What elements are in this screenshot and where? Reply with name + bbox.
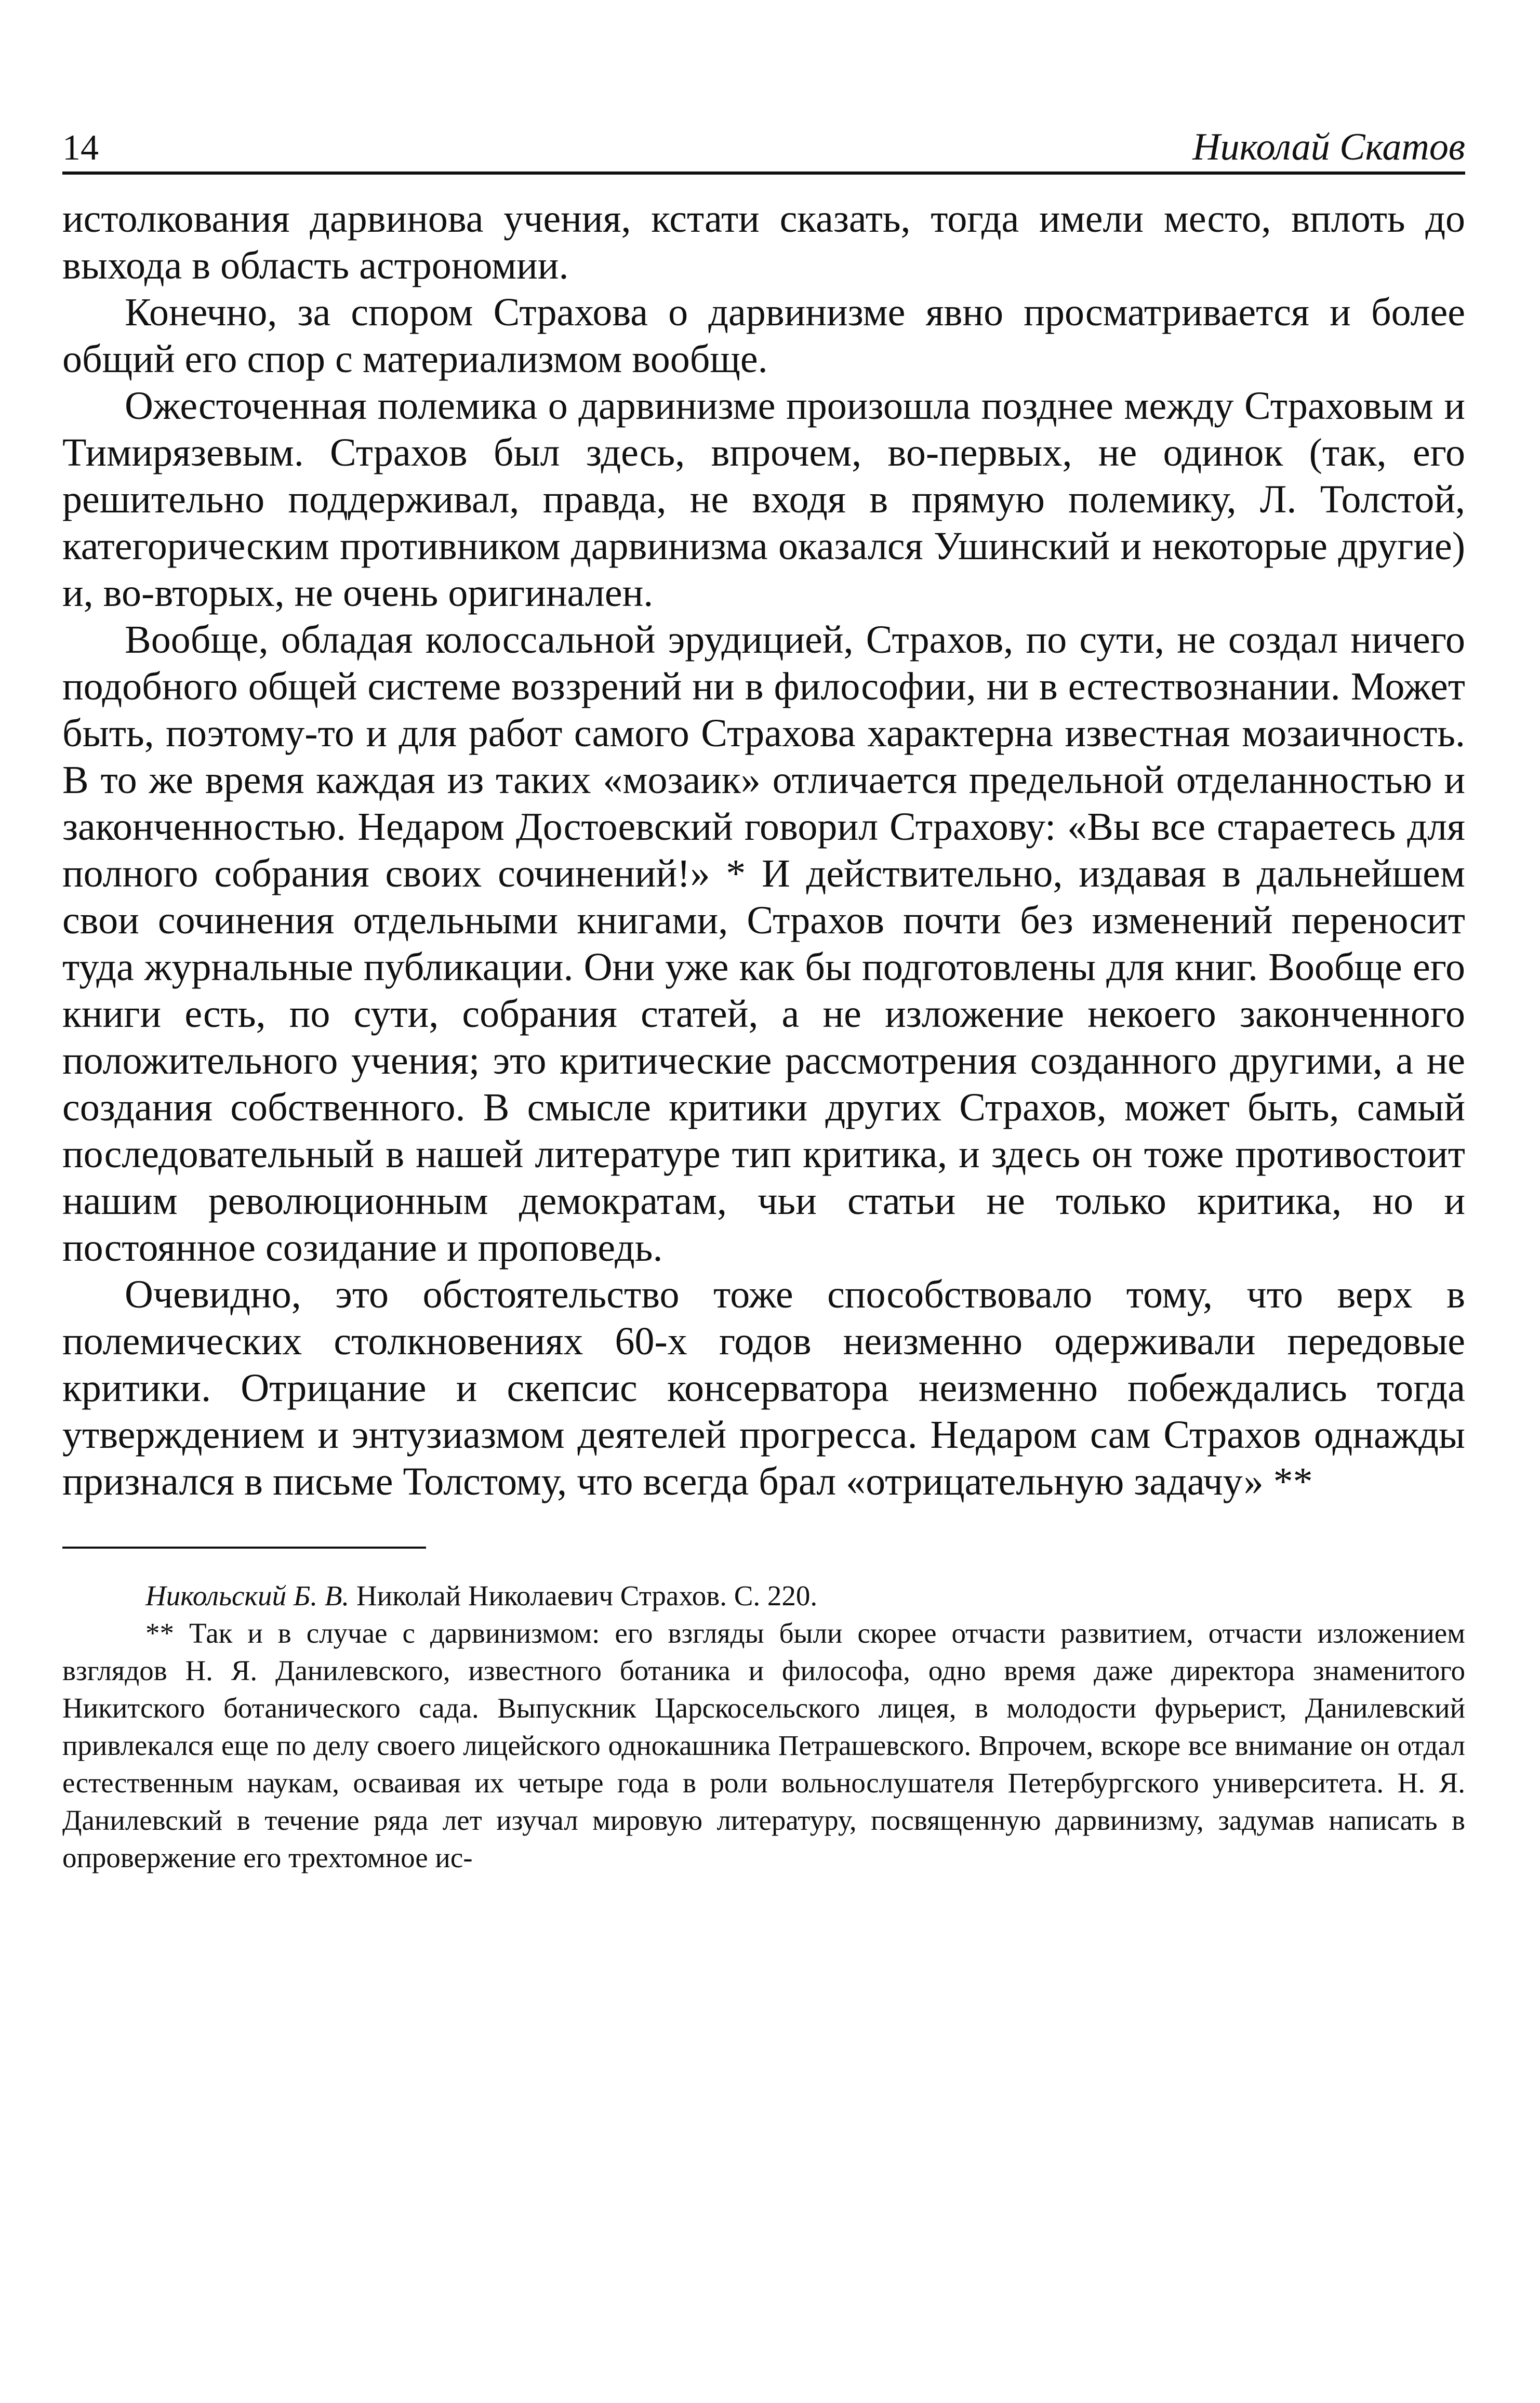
main-text <box>62 195 1465 1505</box>
paragraph: Очевидно, это обстоятельство тоже способствовало тому, что верх в полемических столкновениях 60-х годов неизменно одерживали передовые критики. Отрицание и скепсис консерватора неизменно побеждались тогда утверждением и энтузиазмом деятелей прогресса. Недаром сам Страхов однажды признался в письме Толстому, что всегда брал «отрицательную задачу» ** <box>62 1273 1465 1503</box>
book-page <box>62 99 1465 1877</box>
paragraph: истолкования дарвинова учения, кстати сказать, тогда имели место, вплоть до выхода в область астрономии. <box>62 197 1465 287</box>
paragraph: Вообще, обладая колоссальной эрудицией, Страхов, по сути, не создал ничего подобного общей системе воззрений ни в философии, ни в естествознании. Может быть, поэтому-то и для работ самого Страхова характерна известная мозаичность. В то же время каждая из таких «мозаик» отличается предельной отделанностью и законченностью. Недаром Достоевский говорил Страхову: «Вы все стараетесь для полного собрания своих сочинений!» * И действительно, издавая в дальнейшем свои сочинения отдельными книгами, Страхов почти без изменений переносит туда журнальные публикации. Они уже как бы подготовлены для книг. Вообще его книги есть, по сути, собрания статей, а не изложение некоего законченного положительного учения; это критические рассмотрения созданного другими, а не создания собственного. В смысле критики других Страхов, может быть, самый последовательный в нашей литературе тип критика, и здесь он тоже противостоит нашим революционным демократам, чьи статьи не только критика, но и постоянное созидание и проповедь. <box>62 618 1465 1270</box>
footnote-1 <box>62 1577 1465 1615</box>
footnote-divider <box>62 1547 426 1549</box>
footnotes <box>62 1577 1465 1877</box>
paragraph: Конечно, за спором Страхова о дарвинизме явно просматривается и более общий его спор с материализмом вообще. <box>62 291 1465 381</box>
page-number: 14 <box>62 128 99 168</box>
footnote-1-text: Николай Николаевич Страхов. С. 220. <box>356 1580 818 1612</box>
paragraph: Ожесточенная полемика о дарвинизме произошла позднее между Страховым и Тимирязевым. Страхов был здесь, впрочем, во-первых, не одинок (так, его решительно поддерживал, правда, не входя в прямую полемику, Л. Толстой, категорическим противником дарвинизма оказался Ушинский и некоторые другие) и, во-вторых, не очень оригинален. <box>62 384 1465 615</box>
running-head: Николай Скатов <box>1192 126 1465 168</box>
page-header <box>62 99 1465 175</box>
footnote-2: ** Так и в случае с дарвинизмом: его взгляды были скорее отчасти развитием, отчасти изложением взглядов Н. Я. Данилевского, известного ботаника и философа, одно время даже директора знаменитого Никитского ботанического сада. Выпускник Царскосельского лицея, в молодости фурьерист, Данилевский привлекался еще по делу своего лицейского однокашника Петрашевского. Впрочем, вскоре все внимание он отдал естественным наукам, осваивая их четыре года в роли вольнослушателя Петербургского университета. Н. Я. Данилевский в течение ряда лет изучал мировую литературу, посвященную дарвинизму, задумав написать в опровержение его трехтомное ис- <box>62 1617 1465 1873</box>
footnote-1-author: Никольский Б. В. <box>145 1580 350 1612</box>
